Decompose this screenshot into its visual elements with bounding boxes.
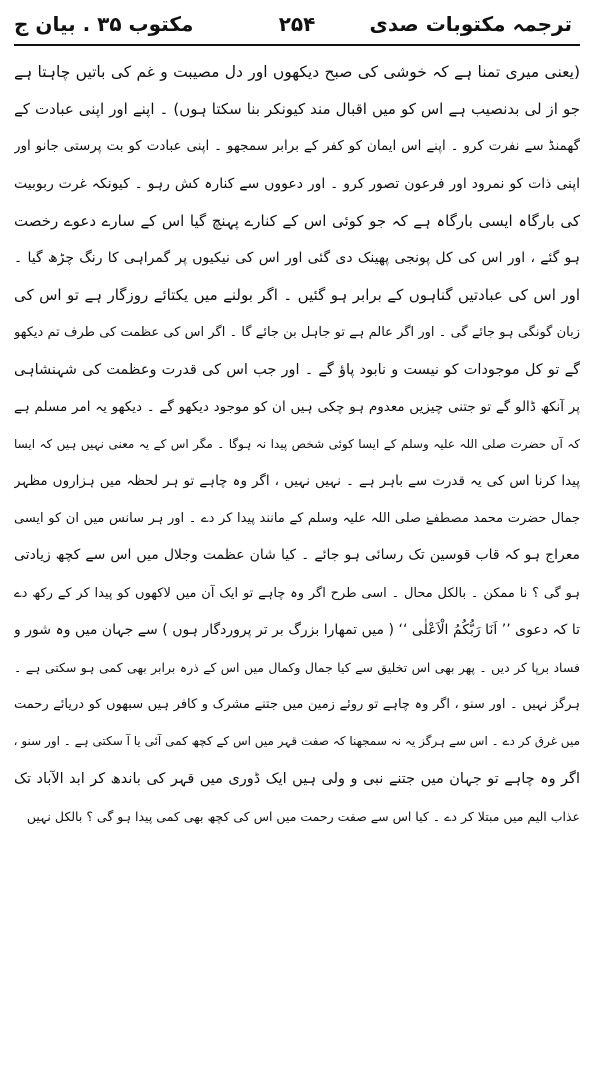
chapter-title: مکتوب ۳۵ . بیان ج: [14, 12, 194, 36]
text-line: گھمنڈ سے نفرت کرو ۔ اپنے اس ایمان کو کفر کے برابر سمجھو ۔ اپنی عبادت کو بت پرستی جانو اور: [14, 138, 580, 155]
text-line: جو از لی بدنصیب ہے اس کو میں اقبال مند کیونکر بنا سکتا ہوں) ۔ اپنے اور اپنی عبادت کے: [14, 100, 580, 119]
text-line: ہو گئے ، اور اس کی کل پونجی پھینک دی گئی اور اس کی نیکیوں پر گمراہی کا رنگ چڑھ گیا ۔: [14, 249, 580, 266]
text-line: معراج ہو کہ قاب قوسین تک رسائی ہو جائے ۔ کیا شان عظمت وجلال میں اس سے کچھ زیادتی: [14, 547, 580, 564]
text-line: پیدا کرنا اس کی یہ قدرت سے باہر ہے ۔ نہیں نہیں ، اگر وہ چاہے تو ہر لحظہ میں ہزاروں مظہر: [14, 473, 580, 490]
text-line: (یعنی میری تمنا ہے کہ خوشی کی صبح دیکھوں اور دل مصیبت و غم کی باتیں چاہتا ہے: [14, 63, 580, 81]
text-line: جمال حضرت محمد مصطفےٰ صلی اللہ علیہ وسلم کے مانند پیدا کر دے ۔ اور ہر سانس میں ان کو ایسی: [14, 511, 580, 527]
body-text: [14, 54, 580, 835]
text-line: تا کہ دعوی ’’ اَنَا رَبُّکُمُ الْاَعْلٰی ‘‘ ( میں تمھارا بزرگ بر تر پروردگار ہوں ) سے جہان میں وہ شور و: [14, 621, 580, 638]
text-line: ہرگز نہیں ۔ اور سنو ، اگر وہ چاہے تو روئے زمین میں جتنے مشرک و کافر ہیں سبھوں کو دریائے رحمت: [14, 697, 580, 713]
text-line: کی بارگاہ ایسی بارگاہ ہے کہ جو کوئی اس کے کنارے پہنچ گیا اس کے سارے دعوے رخصت: [14, 211, 580, 230]
header-divider: [14, 44, 580, 46]
text-line: اپنی ذات کو نمرود اور فرعون تصور کرو ۔ اور دعووں سے کنارہ کش رہو ۔ کیونکہ غرت ربوبیت: [14, 175, 580, 192]
text-line: فساد برپا کر دیں ۔ پھر بھی اس تخلیق سے کیا جمال وکمال میں اس کے ذرہ برابر بھی کمی ہو سکتی ہے ۔: [14, 660, 580, 675]
text-line: پر آنکھ ڈالو گے تو جتنی چیزیں معدوم ہو چکی ہیں ان کو موجود دیکھو گے ۔ دیکھو یہ امر مسلم ہے: [14, 398, 580, 415]
text-line: گے تو کل موجودات کو نیست و نابود پاؤ گے ۔ اور جب اس کی قدرت وعظمت کی شہنشاہی: [14, 361, 580, 378]
text-line: کہ آں حضرت صلی اللہ علیہ وسلم کے ایسا کوئی شخص پیدا نہ ہوگا ۔ مگر اس کے یہ معنی نہیں ہیں کہ ایسا: [14, 436, 580, 451]
page-header: [14, 6, 580, 42]
text-line: اگر وہ چاہے تو جہان میں جتنے نبی و ولی ہیں ایک ڈوری میں قہر کی باندھ کر ابد الآباد تک: [14, 770, 580, 787]
text-line: ہو گی ؟ نا ممکن ۔ بالکل محال ۔ اسی طرح اگر وہ چاہے تو ایک آن میں لاکھوں کو پیدا کر کے رکھ دے: [14, 585, 580, 601]
page-number: ۲۵۴: [278, 12, 316, 36]
text-line: زبان گونگی ہو جائے گی ۔ اور اگر عالم ہے تو جاہل بن جائے گا ۔ اگر اس کی عظمت کی طرف تم دیکھو: [14, 325, 580, 341]
text-line: اور اس کی عبادتیں گناہوں کے برابر ہو گئیں ۔ اگر بولنے میں یکتائے روزگار ہے تو اس کی: [14, 286, 580, 305]
book-title: ترجمہ مکتوبات صدی: [369, 12, 572, 36]
text-line: میں غرق کر دے ۔ اس سے ہرگز یہ نہ سمجھنا کہ صفت قہر میں اس کے کچھ کمی آئی یا آ سکتی ہے ۔ اور سنو ،: [14, 734, 580, 749]
text-line: عذاب الیم میں مبتلا کر دے ۔ کیا اس سے صفت رحمت میں اس کی کچھ بھی کمی پیدا ہو گی ؟ بالکل نہیں: [26, 808, 580, 824]
